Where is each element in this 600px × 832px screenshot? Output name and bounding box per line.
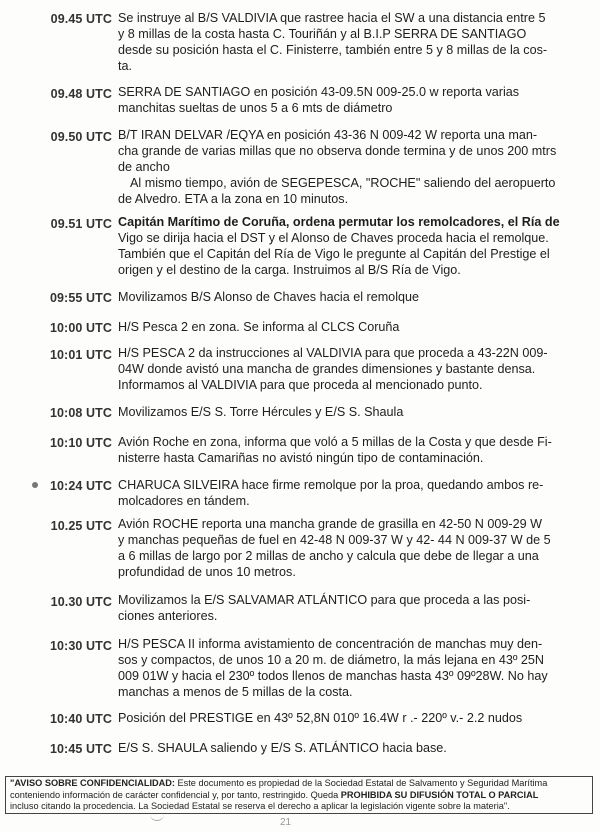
entry-line: y manchas pequeñas de fuel en 42-48 N 009-37 W y 42- 44 N 009-37 W de 5 xyxy=(118,533,551,547)
entry-time: 10:30 UTC xyxy=(49,639,112,653)
entry-line: H/S PESCA II informa avistamiento de concentración de manchas muy den- xyxy=(118,637,543,651)
entry-time: 10:45 UTC xyxy=(49,742,112,756)
notice-label: "AVISO SOBRE CONFIDENCIALIDAD: xyxy=(10,778,175,788)
notice-text: conteniendo información de carácter confidencial y, por tanto, restringido. Queda xyxy=(10,789,341,800)
entry-line: 04W donde avistó una mancha de grandes dimensiones y bastante densa. xyxy=(118,362,536,376)
entry-text xyxy=(118,404,578,420)
entry-time: 10:24 UTC xyxy=(49,479,112,493)
entry-time: 10:00 UTC xyxy=(49,321,112,335)
entry-line: manchas a menos de 5 millas de la costa. xyxy=(118,685,353,699)
entry-line: Movilizamos B/S Alonso de Chaves hacia el remolque xyxy=(118,290,420,304)
entry-time: 10:10 UTC xyxy=(49,436,112,450)
entry-text xyxy=(118,345,578,393)
entry-line: Avión ROCHE reporta una mancha grande de grasilla en 42-50 N 009-29 W xyxy=(118,517,542,531)
entry-time: 10:01 UTC xyxy=(49,348,112,362)
entry-line: Se instruye al B/S VALDIVIA que rastree hacia el SW a una distancia entre 5 xyxy=(118,11,546,25)
entry-text xyxy=(118,289,578,305)
entry-line: origen y el destino de la carga. Instruimos al B/S Ría de Vigo. xyxy=(118,263,461,277)
entry-time: 09.51 UTC xyxy=(50,217,112,231)
notice-emphasis: PROHIBIDA SU DIFUSIÓN TOTAL O PARCIAL xyxy=(340,789,539,800)
entry-line: También que el Capitán del Ría de Vigo le pregunte al Capitán del Prestige el xyxy=(118,247,550,261)
margin-dot xyxy=(32,482,38,488)
entry-line: Posición del PRESTIGE en 43º 52,8N 010º 16.4W r .- 220º v.- 2.2 nudos xyxy=(118,711,523,725)
entry-time: 10:08 UTC xyxy=(49,406,112,420)
entry-text xyxy=(118,477,578,509)
scan-artifact xyxy=(150,814,164,821)
entry-line: Avión Roche en zona, informa que voló a 5 millas de la Costa y que desde Fi- xyxy=(118,435,552,449)
entry-line: profundidad de unos 10 metros. xyxy=(118,565,296,579)
entry-text xyxy=(118,127,578,207)
entry-text xyxy=(118,516,578,580)
entry-line: ta. xyxy=(118,59,133,73)
entry-line: Informamos al VALDIVIA para que proceda al mencionado punto. xyxy=(118,378,483,392)
entry-text xyxy=(118,214,578,278)
confidentiality-notice xyxy=(5,776,593,814)
entry-time: 09.50 UTC xyxy=(50,130,112,144)
entry-line: H/S Pesca 2 en zona. Se informa al CLCS Coruña xyxy=(118,320,400,334)
entry-time: 09.45 UTC xyxy=(50,12,112,26)
entry-line: E/S S. SHAULA saliendo y E/S S. ATLÁNTICO hacia base. xyxy=(118,741,447,755)
entry-text xyxy=(118,740,578,756)
entry-line: desde su posición hasta el C. Finisterre, también entre 5 y 8 millas de la cos- xyxy=(118,43,548,57)
notice-text: incluso citando la procedencia. La Sociedad Estatal se reserva el derecho a aplicar la legislación vigente sobre la materia". xyxy=(10,801,510,811)
entry-line: molcadores en tándem. xyxy=(118,494,250,508)
entry-text xyxy=(118,84,578,116)
entry-line: nisterre hasta Camariñas no avistó ningún tipo de contaminación. xyxy=(118,451,484,465)
entry-time: 10.30 UTC xyxy=(50,595,112,609)
entry-line: y 8 millas de la costa hasta C. Touriñán y al B.I.P SERRA DE SANTIAGO xyxy=(118,27,527,41)
entry-line-strong: Capitán Marítimo de Coruña, ordena permutar los remolcadores, el Ría de xyxy=(118,215,560,229)
entry-line: B/T IRAN DELVAR /EQYA en posición 43-36 N 009-42 W reporta una man- xyxy=(118,128,538,142)
entry-line: manchitas sueltas de unos 5 a 6 mts de diámetro xyxy=(118,101,393,115)
entry-time: 10:40 UTC xyxy=(49,712,112,726)
entry-line: de Alvedro. ETA a la zona en 10 minutos. xyxy=(118,192,349,206)
entry-text xyxy=(118,710,578,726)
notice-text: Este documento es propiedad de la Sociedad Estatal de Salvamento y Seguridad Marítima xyxy=(174,778,548,788)
entry-text xyxy=(118,592,578,624)
entry-text xyxy=(118,319,578,335)
entry-line: Al mismo tiempo, avión de SEGEPESCA, "ROCHE" saliendo del aeropuerto xyxy=(130,176,556,190)
entry-line: 009 01W y hacia el 230º todos llenos de manchas hasta 43º 09º28W. No hay xyxy=(118,669,548,683)
entry-line xyxy=(118,214,578,230)
entry-time: 09:55 UTC xyxy=(49,291,112,305)
entry-line: ciones anteriores. xyxy=(118,609,218,623)
entry-line: SERRA DE SANTIAGO en posición 43-09.5N 009-25.0 w reporta varias xyxy=(118,85,520,99)
entry-line: CHARUCA SILVEIRA hace firme remolque por la proa, quedando ambos re- xyxy=(118,478,544,492)
entry-line: Movilizamos E/S S. Torre Hércules y E/S S. Shaula xyxy=(118,405,404,419)
entry-line: H/S PESCA 2 da instrucciones al VALDIVIA para que proceda a 43-22N 009- xyxy=(118,346,548,360)
entry-line: a 6 millas de largo por 2 millas de ancho y calcula que debe de llegar a una xyxy=(118,549,539,563)
entry-line: Vigo se dirija hacia el DST y el Alonso de Chaves proceda hacia el remolque. xyxy=(118,231,549,245)
entry-line: de ancho xyxy=(118,160,170,174)
entry-text xyxy=(118,10,578,74)
entry-time: 09.48 UTC xyxy=(50,87,112,101)
page-number: 21 xyxy=(280,817,292,828)
entry-text xyxy=(118,434,578,466)
entry-line: Movilizamos la E/S SALVAMAR ATLÁNTICO para que proceda a las posi- xyxy=(118,593,531,607)
entry-line: cha grande de varias millas que no observa donde termina y de unos 200 mtrs xyxy=(118,144,557,158)
entry-line: sos y compactos, de unos 10 a 20 m. de diámetro, la más lejana en 43º 25N xyxy=(118,653,545,667)
entry-time: 10.25 UTC xyxy=(50,519,112,533)
entry-text xyxy=(118,636,578,700)
